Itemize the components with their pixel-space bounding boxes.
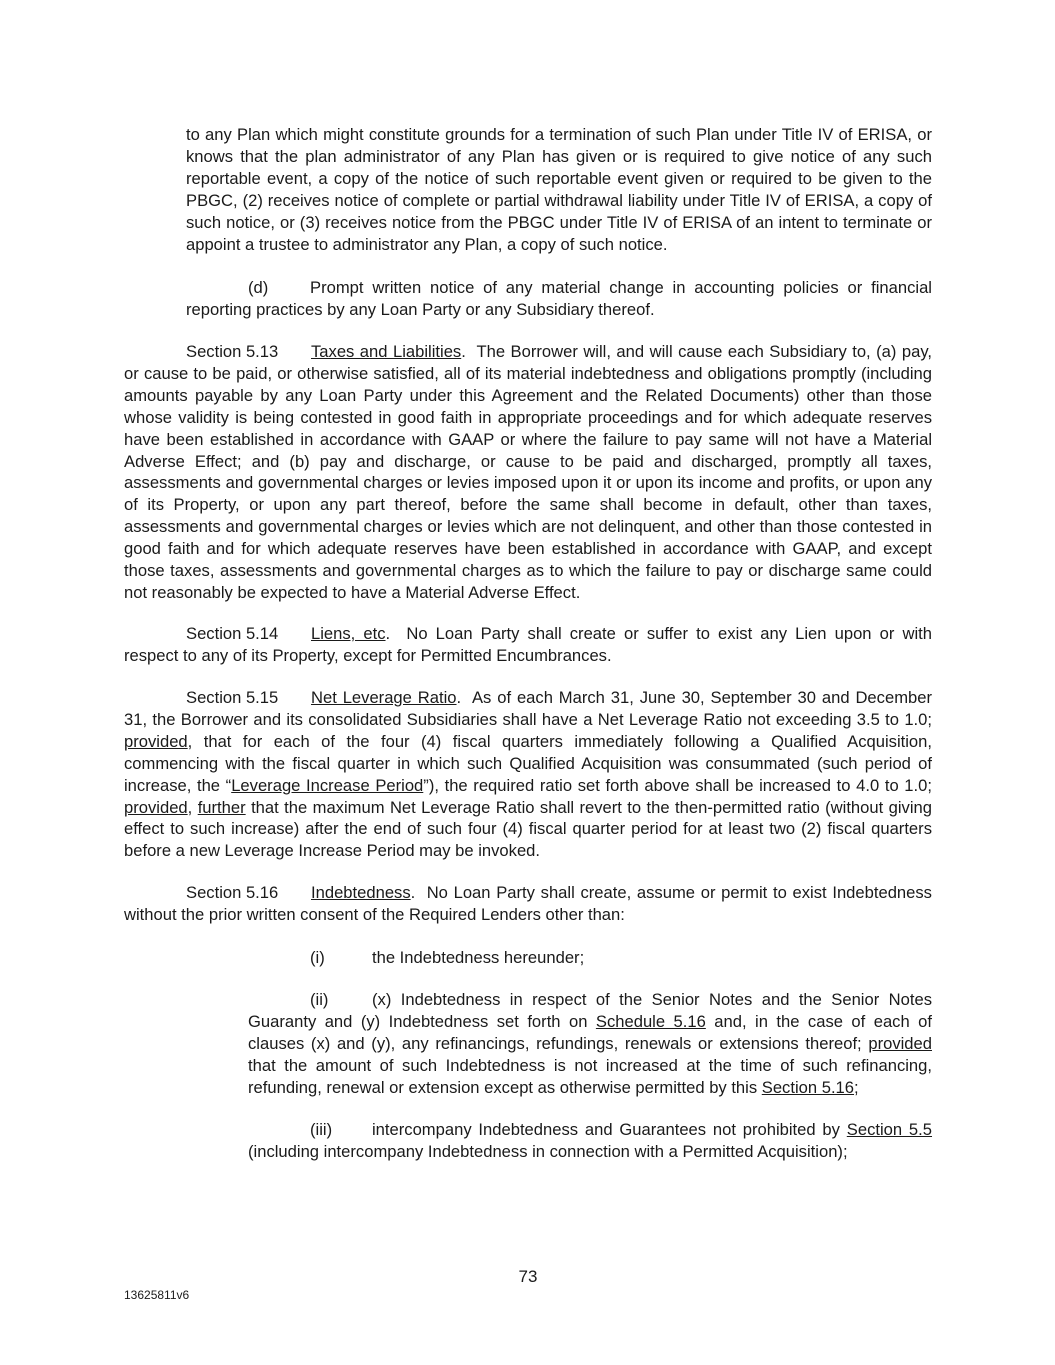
item-text: that the amount of such Indebtedness is not increased at the time of such refinancing, refunding, renewal or extension except as otherwise permitted by this xyxy=(248,1055,932,1097)
defined-term-leverage-increase-period: Leverage Increase Period xyxy=(231,775,424,795)
document-id: 13625811v6 xyxy=(124,1288,190,1302)
section-number: Section 5.14 xyxy=(186,624,279,643)
section-text: No Loan Party shall create or suffer to exist any Lien upon or with respect to any of its Property, except for Permitted Encumbrances. xyxy=(124,624,932,665)
list-item-i xyxy=(248,947,932,969)
section-heading: Taxes and Liabilities xyxy=(311,342,462,361)
section-number: Section 5.13 xyxy=(186,342,279,361)
list-item-ii xyxy=(248,989,932,1099)
item-text: ; xyxy=(854,1077,859,1097)
item-label: (iii) xyxy=(310,1120,333,1139)
section-5-14 xyxy=(124,623,932,667)
item-text: (x) Indebtedness in respect of the Senior Notes and the Senior Notes Guaranty and (y) Indebtedness set forth on xyxy=(248,990,932,1031)
cross-reference-section-5-5: Section 5.5 xyxy=(846,1120,933,1139)
section-heading: Indebtedness xyxy=(311,883,411,902)
section-heading: Net Leverage Ratio xyxy=(311,688,457,707)
defined-term-further: further xyxy=(197,797,246,817)
section-number: Section 5.15 xyxy=(186,688,279,707)
section-text: , that for each of the four (4) fiscal quarters immediately following a Qualified Acquisition, commencing with the fiscal quarter in which such Qualified Acquisition was consummated (such period of increase, the “ xyxy=(124,731,932,795)
list-item-iii xyxy=(248,1119,932,1163)
paragraph-erisa-continuation xyxy=(186,124,932,255)
item-label: (i) xyxy=(310,948,325,967)
section-5-16 xyxy=(124,882,932,926)
paragraph-clause-d xyxy=(186,277,932,321)
section-5-13 xyxy=(124,341,932,604)
paragraph-text: to any Plan which might constitute grounds for a termination of such Plan under Title IV of ERISA, or knows that the plan administrator of any Plan has given or is required to give notice of any such reportable event, a copy of the notice of such reportable event given or required to be given to the PBGC, (2) receives notice of complete or partial withdrawal liability under Title IV of ERISA, a copy of such notice, or (3) receives notice from the PBGC under Title IV of ERISA of an intent to terminate or appoint a trustee to administrator any Plan, a copy of such notice. xyxy=(186,125,932,254)
defined-term-provided: provided xyxy=(868,1033,932,1053)
section-text: that the maximum Net Leverage Ratio shall revert to the then-permitted ratio (without giving effect to such increase) after the end of such four (4) fiscal quarter period for at least two (2) fiscal quarters before a new Leverage Increase Period may be invoked. xyxy=(124,797,932,861)
section-text: , xyxy=(187,797,198,817)
item-text: intercompany Indebtedness and Guarantees not prohibited by xyxy=(372,1120,847,1139)
item-text: (including intercompany Indebtedness in connection with a Permitted Acquisition); xyxy=(248,1141,848,1161)
item-label: (ii) xyxy=(310,990,329,1009)
section-5-15 xyxy=(124,687,932,862)
clause-label: (d) xyxy=(248,278,269,297)
section-text: ”), the required ratio set forth above shall be increased to 4.0 to 1.0; xyxy=(423,775,932,795)
cross-reference-schedule-5-16: Schedule 5.16 xyxy=(595,1011,706,1031)
page-number: 73 xyxy=(518,1267,538,1286)
item-text: the Indebtedness hereunder; xyxy=(372,948,585,967)
section-heading: Liens, etc xyxy=(311,624,386,643)
section-number: Section 5.16 xyxy=(186,883,279,902)
paragraph-text: Prompt written notice of any material change in accounting policies or financial reporting practices by any Loan Party or any Subsidiary thereof. xyxy=(186,278,932,319)
item-text: and, in the case of each of clauses (x) and (y), any refinancings, refundings, renewals or extensions thereof; xyxy=(248,1011,932,1053)
heading-period: . xyxy=(410,883,416,902)
heading-period: . xyxy=(461,342,466,361)
section-text: No Loan Party shall create, assume or permit to exist Indebtedness without the prior written consent of the Required Lenders other than: xyxy=(124,883,932,924)
cross-reference-section-5-16: Section 5.16 xyxy=(761,1077,855,1097)
defined-term-provided: provided xyxy=(124,797,188,817)
defined-term-provided: provided xyxy=(124,731,188,751)
section-text: The Borrower will, and will cause each Subsidiary to, (a) pay, or cause to be paid, or otherwise satisfied, all of its material indebtedness and obligations promptly (including amounts payable by any Loan Party under this Agreement and the Related Documents) other than those whose validity is being contested in good faith in appropriate proceedings and for which adequate reserves have been established in accordance with GAAP or where the failure to pay same will not have a Material Adverse Effect; and (b) pay and discharge, or cause to be paid and discharged, promptly all taxes, assessments and governmental charges or levies imposed upon it or upon its income and profits, or upon any of its Property, or upon any part thereof, before the same shall become in default, other than taxes, assessments and governmental charges or levies which are not delinquent, and other than those contested in good faith and for which adequate reserves have been established in accordance with GAAP, and except those taxes, assessments and governmental charges as to which the failure to pay or discharge same could not reasonably be expected to have a Material Adverse Effect. xyxy=(124,342,933,602)
heading-period: . xyxy=(385,624,391,643)
section-text: As of each March 31, June 30, September 30 and December 31, the Borrower and its consolidated Subsidiaries shall have a Net Leverage Ratio not exceeding 3.5 to 1.0; xyxy=(124,688,932,729)
heading-period: . xyxy=(456,688,462,707)
